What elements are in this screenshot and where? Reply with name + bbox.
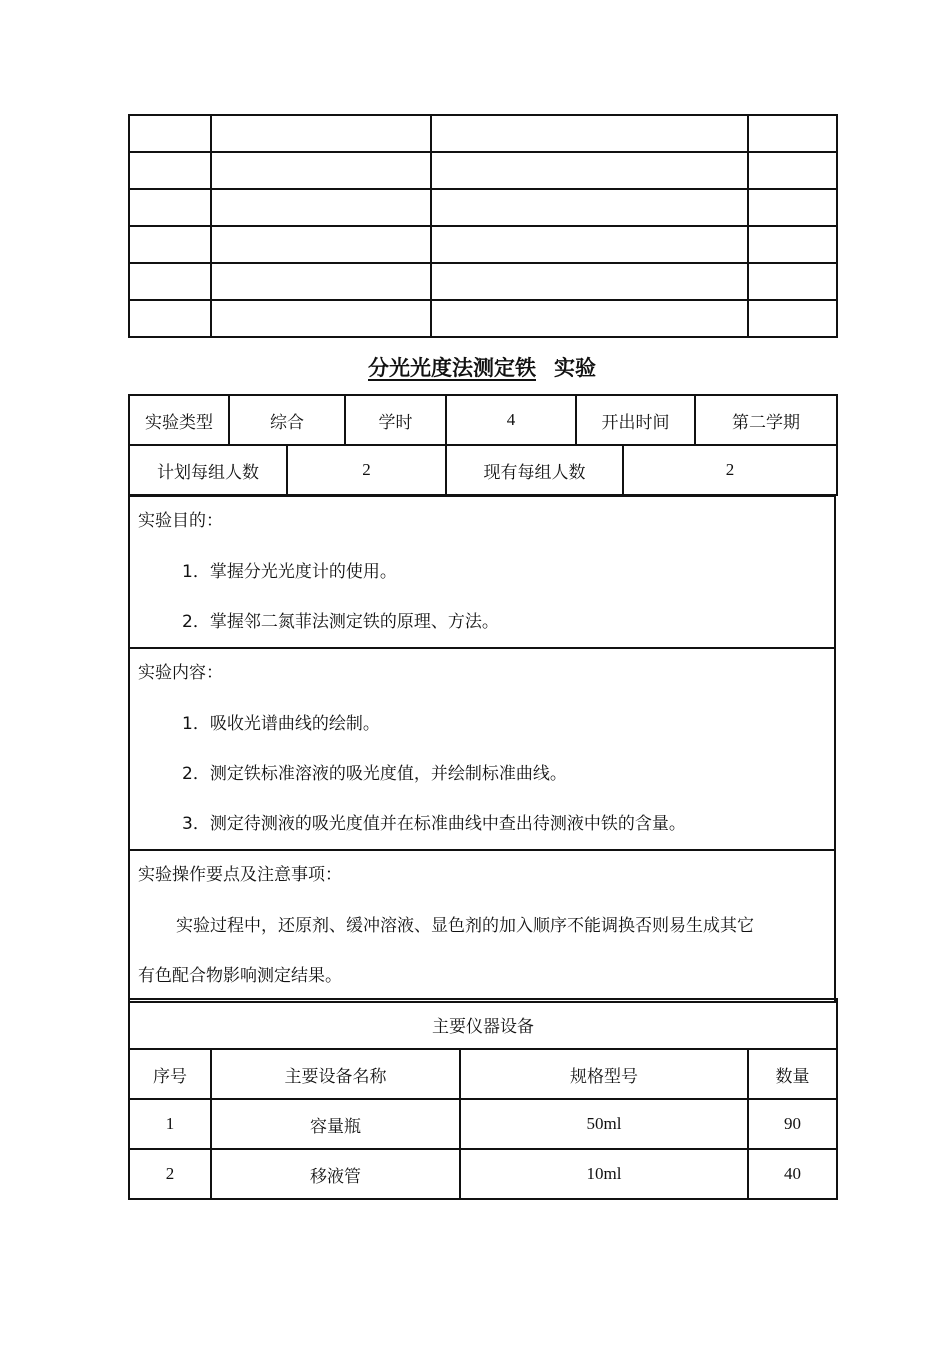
list-item: 2．掌握邻二氮菲法测定铁的原理、方法。	[182, 612, 499, 632]
table-row	[129, 496, 835, 648]
notes-line: 实验过程中，还原剂、缓冲溶液、显色剂的加入顺序不能调换否则易生成其它	[176, 916, 754, 936]
content-heading: 实验内容：	[138, 663, 223, 683]
equipment-table	[128, 998, 838, 1200]
current-value: 2	[623, 445, 837, 495]
equipment-heading: 主要仪器设备	[129, 999, 837, 1049]
column-header: 序号	[129, 1049, 211, 1099]
table-row	[129, 115, 837, 152]
table-row	[129, 263, 837, 300]
column-header: 规格型号	[460, 1049, 748, 1099]
hours-value: 4	[446, 395, 576, 445]
title-suffix: 实验	[554, 356, 596, 380]
sections-table	[128, 495, 836, 1003]
previous-table	[128, 114, 838, 338]
purpose-section	[129, 496, 835, 648]
list-item: 3．测定待测液的吸光度值并在标准曲线中查出待测液中铁的含量。	[182, 814, 686, 834]
table-row	[129, 999, 837, 1049]
current-label: 现有每组人数	[446, 445, 623, 495]
row-qty: 40	[748, 1149, 837, 1199]
notes-line: 有色配合物影响测定结果。	[138, 966, 342, 986]
purpose-heading: 实验目的：	[138, 511, 223, 531]
title-main: 分光光度法测定铁	[368, 356, 536, 380]
row-qty: 90	[748, 1099, 837, 1149]
table-row	[129, 850, 835, 1002]
hours-label: 学时	[345, 395, 446, 445]
notes-section	[129, 850, 835, 1002]
row-spec: 10ml	[460, 1149, 748, 1199]
row-name: 移液管	[211, 1149, 460, 1199]
table-row	[129, 189, 837, 226]
table-row	[129, 226, 837, 263]
list-item: 2．测定铁标准溶液的吸光度值，并绘制标准曲线。	[182, 764, 567, 784]
planned-value: 2	[287, 445, 446, 495]
time-label: 开出时间	[576, 395, 695, 445]
page-title	[128, 352, 836, 382]
list-item: 1．掌握分光光度计的使用。	[182, 562, 397, 582]
row-no: 1	[129, 1099, 211, 1149]
table-row	[129, 648, 835, 850]
column-header: 主要设备名称	[211, 1049, 460, 1099]
row-no: 2	[129, 1149, 211, 1199]
row-name: 容量瓶	[211, 1099, 460, 1149]
type-label: 实验类型	[129, 395, 229, 445]
content-section	[129, 648, 835, 850]
table-row	[129, 445, 837, 495]
type-value: 综合	[229, 395, 345, 445]
list-item: 1．吸收光谱曲线的绘制。	[182, 714, 380, 734]
column-header: 数量	[748, 1049, 837, 1099]
planned-label: 计划每组人数	[129, 445, 287, 495]
row-spec: 50ml	[460, 1099, 748, 1149]
table-row	[129, 1049, 837, 1099]
table-row	[129, 152, 837, 189]
table-row	[129, 1099, 837, 1149]
table-row	[129, 395, 837, 445]
info-table	[128, 394, 838, 496]
table-row	[129, 300, 837, 337]
time-value: 第二学期	[695, 395, 837, 445]
notes-heading: 实验操作要点及注意事项：	[138, 865, 342, 885]
table-row	[129, 1149, 837, 1199]
